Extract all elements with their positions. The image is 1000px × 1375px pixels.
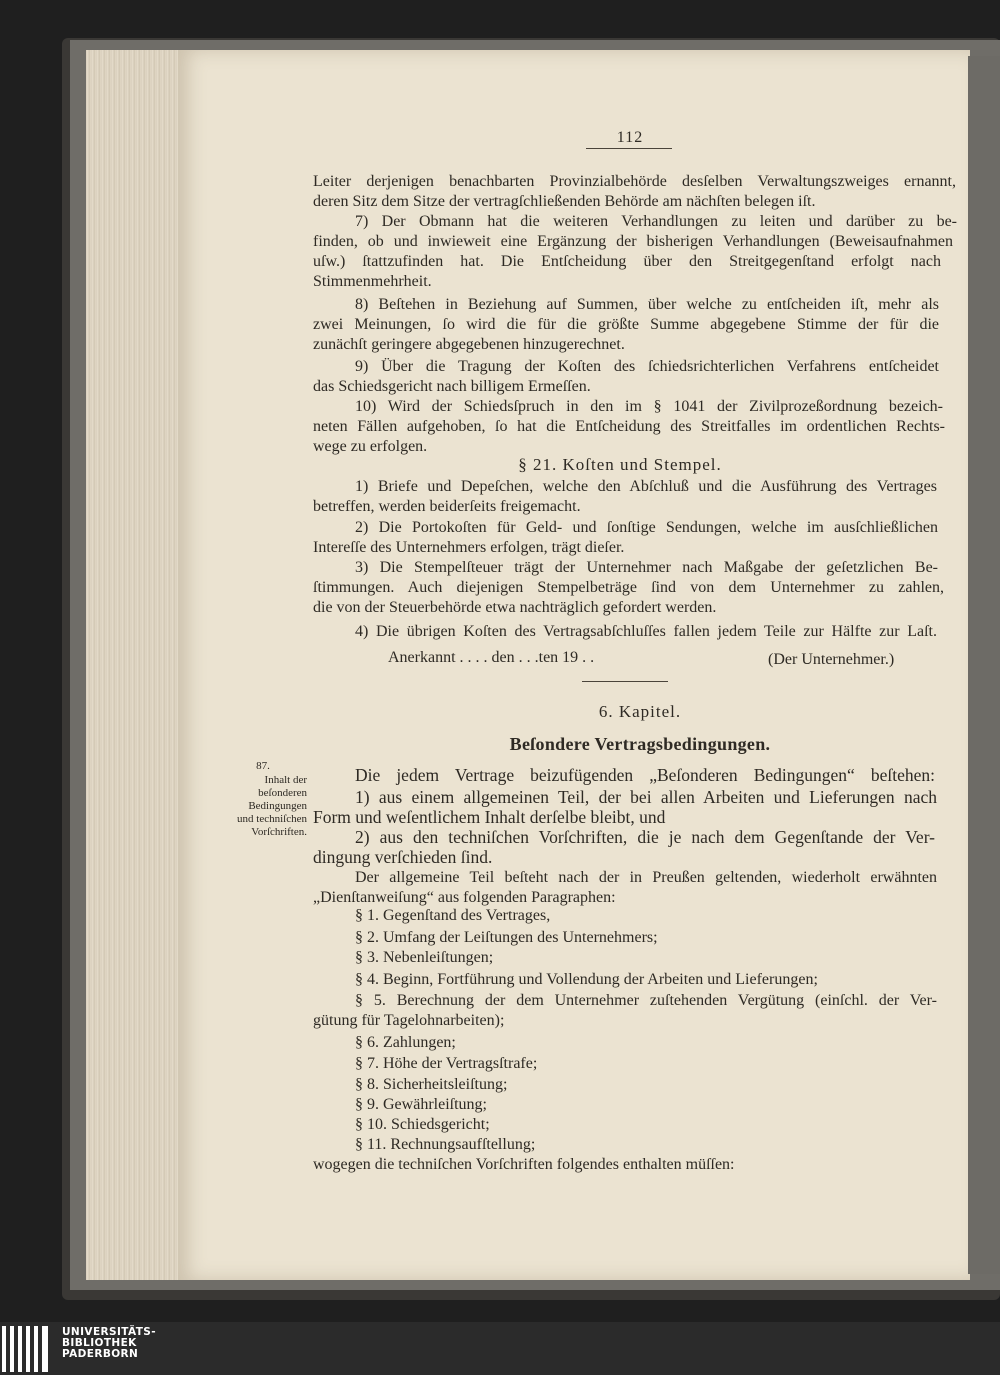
- margin-note-line: Vorſchriften.: [251, 826, 307, 838]
- page-stack: [86, 50, 186, 1280]
- page-number: 112: [616, 129, 644, 146]
- library-logo-icon: [0, 1326, 54, 1372]
- margin-note-line: und techniſchen: [237, 813, 307, 825]
- chapter-divider-rule: [582, 681, 668, 682]
- library-name-line: UNIVERSITÄTS-: [62, 1326, 157, 1338]
- text-line: 10) Wird der Schiedsſpruch in den im § 1041 der Zivilprozeßordnung bezeich-: [355, 398, 943, 415]
- page-number-rule: [586, 148, 672, 149]
- margin-note-line: Bedingungen: [248, 800, 307, 812]
- paragraph-list-item: § 10. Schiedsgericht;: [355, 1116, 490, 1133]
- paragraph-list-item: § 1. Gegenſtand des Vertrages,: [355, 907, 551, 924]
- text-line: 8) Beſtehen in Beziehung auf Summen, über welche zu entſcheiden iſt, mehr als: [355, 296, 939, 313]
- text-line: neten Fällen aufgehoben, ſo hat die Entſcheidung des Streitfalles im ordentlichen Rechts-: [313, 418, 945, 435]
- text-line: 4) Die übrigen Koſten des Vertragsabſchluſſes fallen jedem Teile zur Hälfte zur Laſt.: [355, 623, 937, 640]
- library-name: [62, 1327, 156, 1360]
- text-line: Intereſſe des Unternehmers erfolgen, trägt dieſer.: [313, 539, 625, 556]
- paragraph-list-item: § 11. Rechnungsaufſtellung;: [355, 1136, 536, 1153]
- text-line: „Dienſtanweiſung“ aus folgenden Paragraphen:: [313, 889, 616, 906]
- text-line: 7) Der Obmann hat die weiteren Verhandlungen zu leiten und darüber zu be-: [355, 213, 957, 230]
- paragraph-list-item: gütung für Tagelohnarbeiten);: [313, 1012, 505, 1029]
- text-line: Die jedem Vertrage beizufügenden „Beſonderen Bedingungen“ beſtehen:: [355, 765, 935, 785]
- library-name-line: BIBLIOTHEK: [62, 1337, 137, 1349]
- paragraph-list-item: § 8. Sicherheitsleiſtung;: [355, 1076, 508, 1093]
- text-line: Form und weſentlichem Inhalt derſelbe bleibt, und: [313, 807, 666, 827]
- margin-note-line: beſonderen: [258, 787, 307, 799]
- text-line: 1) Briefe und Depeſchen, welche den Abſchluß und die Ausführung des Vertrages: [355, 478, 937, 495]
- text-line: 2) Die Portokoſten für Geld- und ſonſtige Sendungen, welche im ausſchließlichen: [355, 519, 938, 536]
- chapter-title: Beſondere Vertragsbedingungen.: [509, 734, 771, 754]
- library-name-line: PADERBORN: [62, 1348, 139, 1360]
- text-line: dingung verſchieden ſind.: [313, 847, 493, 867]
- text-line: wogegen die techniſchen Vorſchriften folgendes enthalten müſſen:: [313, 1156, 735, 1173]
- text-line: wege zu erfolgen.: [313, 438, 428, 455]
- text-line: uſw.) ſtattzufinden hat. Die Entſcheidung über den Streitgegenſtand erfolgt nach: [313, 253, 941, 270]
- margin-note-number: 87.: [256, 760, 270, 772]
- text-line: finden, ob und inwieweit eine Ergänzung der bisherigen Verhandlungen (Beweisaufnahmen: [313, 233, 953, 250]
- text-line: betreffen, werden beiderſeits freigemacht.: [313, 498, 581, 515]
- paragraph-list-item: § 5. Berechnung der dem Unternehmer zuſtehenden Vergütung (einſchl. der Ver-: [355, 992, 937, 1009]
- signature-line: Anerkannt . . . . den . . .ten 19 . .: [388, 649, 595, 666]
- paragraph-list-item: § 7. Höhe der Vertragsſtrafe;: [355, 1055, 538, 1072]
- text-line: ſtimmungen. Auch diejenigen Stempelbeträge ſind von dem Unternehmer zu zahlen,: [313, 579, 944, 596]
- section-heading: § 21. Koſten und Stempel.: [518, 455, 722, 474]
- chapter-number: 6. Kapitel.: [598, 702, 682, 721]
- text-line: 2) aus den techniſchen Vorſchriften, die je nach dem Gegenſtande der Ver-: [355, 827, 935, 847]
- paragraph-list-item: § 4. Beginn, Fortführung und Vollendung der Arbeiten und Lieferungen;: [355, 971, 818, 988]
- paragraph-list-item: § 9. Gewährleiſtung;: [355, 1096, 487, 1113]
- text-line: 9) Über die Tragung der Koſten des ſchiedsrichterlichen Verfahrens entſcheidet: [355, 358, 939, 375]
- margin-note-line: Inhalt der: [264, 774, 307, 786]
- text-line: Stimmenmehrheit.: [313, 273, 432, 290]
- text-line: zwei Meinungen, ſo wird die für die größte Summe abgegebene Stimme der für die: [313, 316, 939, 333]
- page-right-edge: [968, 56, 1000, 1274]
- text-line: 3) Die Stempelſteuer trägt der Unternehmer nach Maßgabe der geſetzlichen Be-: [355, 559, 938, 576]
- signature-line: (Der Unternehmer.): [768, 651, 895, 668]
- text-line: 1) aus einem allgemeinen Teil, der bei allen Arbeiten und Lieferungen nach: [355, 787, 937, 807]
- text-line: deren Sitz dem Sitze der vertragſchließenden Behörde am nächſten belegen iſt.: [313, 193, 816, 210]
- text-line: Der allgemeine Teil beſteht nach der in Preußen geltenden, wiederholt erwähnten: [355, 869, 937, 886]
- paragraph-list-item: § 3. Nebenleiſtungen;: [355, 949, 494, 966]
- text-line: Leiter derjenigen benachbarten Provinzialbehörde desſelben Verwaltungszweiges ernannt,: [313, 173, 956, 190]
- paragraph-list-item: § 2. Umfang der Leiſtungen des Unternehmers;: [355, 929, 658, 946]
- text-line: die von der Steuerbehörde etwa nachträglich gefordert werden.: [313, 599, 717, 616]
- text-line: zunächſt geringere abgegebenen hinzugerechnet.: [313, 336, 625, 353]
- text-line: das Schiedsgericht nach billigem Ermeſſen.: [313, 378, 591, 395]
- paragraph-list-item: § 6. Zahlungen;: [355, 1034, 456, 1051]
